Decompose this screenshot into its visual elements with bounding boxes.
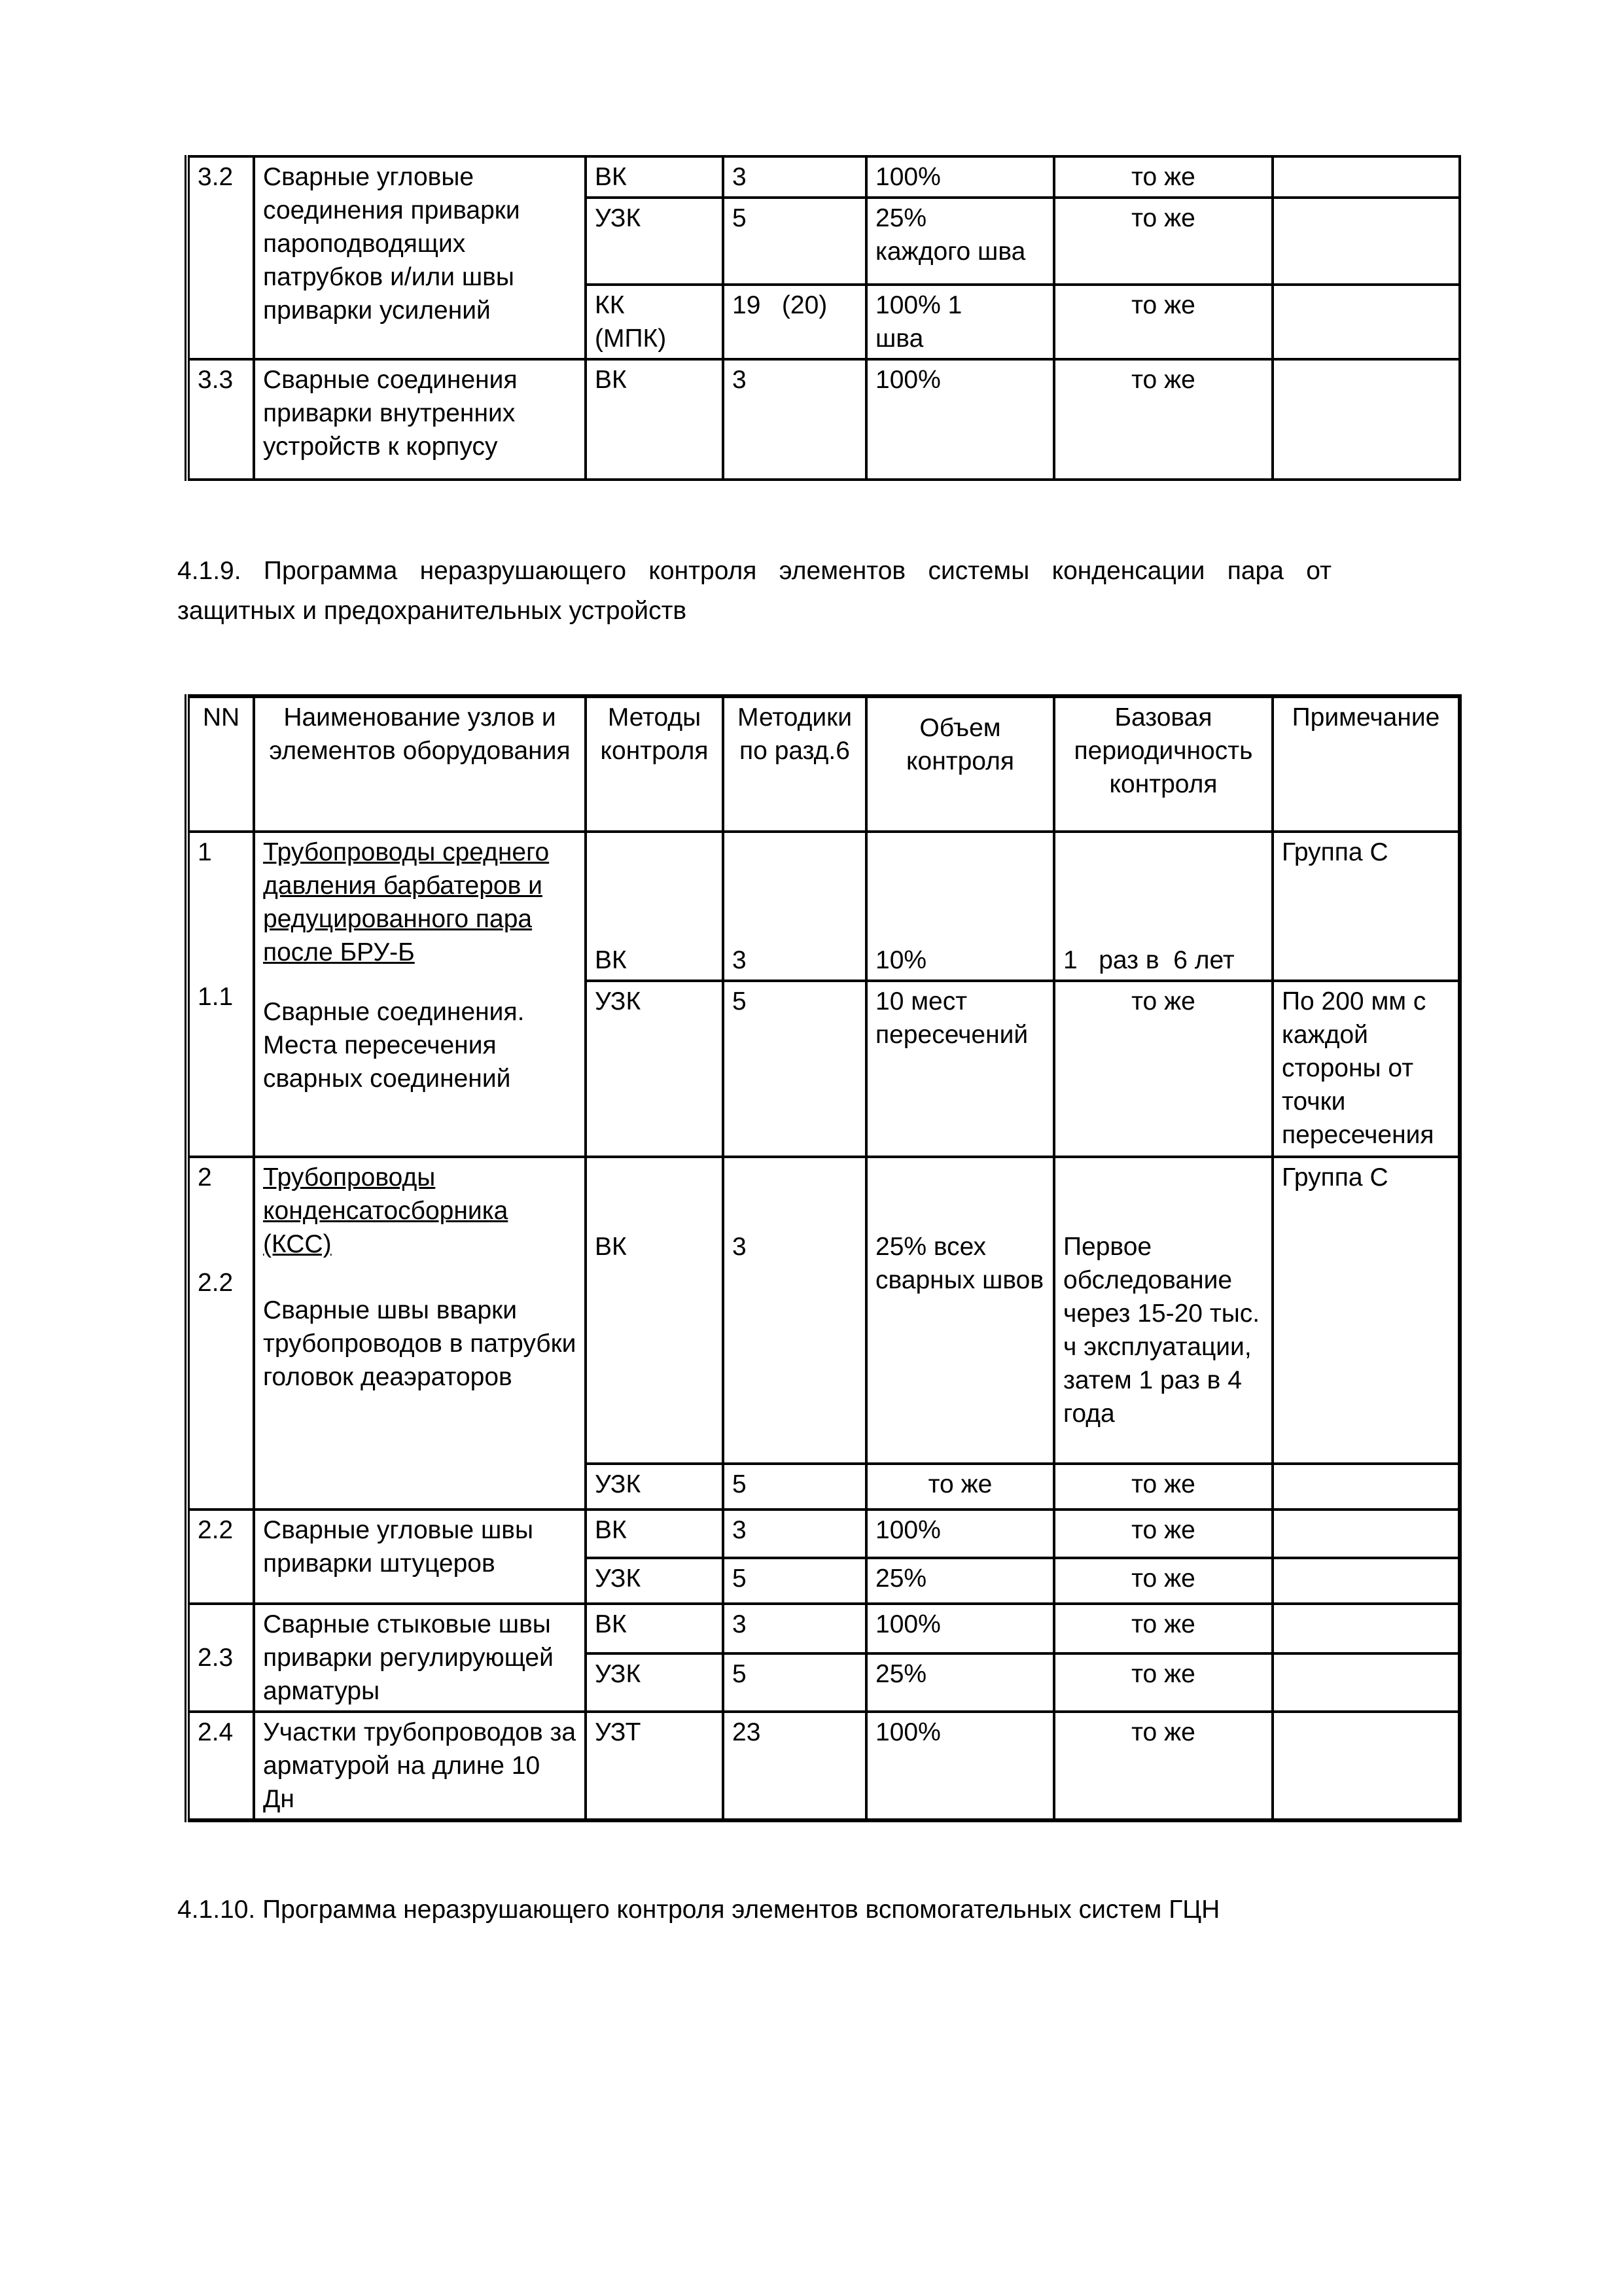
method: ВК (586, 1157, 723, 1464)
row-number-main: 1 (198, 838, 212, 866)
element-description: Сварные швы вварки трубопроводов в патрубки головок деаэраторов (263, 1296, 576, 1391)
methodology: 3 (723, 156, 866, 198)
group-title: Трубопроводы конденсатосборника (КСС) (263, 1163, 508, 1258)
group-title: Трубопроводы среднего давления барбатеров и редуцированного пара после БРУ-Б (263, 838, 550, 966)
row-number: 3.3 (187, 359, 254, 480)
header-method: Методы контроля (586, 696, 723, 832)
note (1273, 285, 1460, 359)
table-row (187, 1510, 1460, 1558)
row-number: 3.2 (187, 156, 254, 359)
period: 1 раз в 6 лет (1054, 832, 1273, 981)
table-row (187, 1604, 1460, 1653)
methodology: 5 (723, 1558, 866, 1604)
row-number: 2.4 (187, 1712, 254, 1820)
volume: 100% (866, 1510, 1054, 1558)
row-number (187, 1157, 254, 1510)
methodology: 3 (723, 1510, 866, 1558)
element-name: Сварные стыковые швы приварки регулирующей арматуры (254, 1604, 586, 1712)
volume: 10 мест пересечений (866, 981, 1054, 1157)
section-heading-4-1-9: 4.1.9. Программа неразрушающего контроля элементов системы конденсации пара от защитных и предохранительных устройств (177, 557, 1332, 625)
table-row (187, 359, 1460, 480)
row-number: 2.2 (187, 1510, 254, 1604)
note (1273, 1558, 1460, 1604)
volume: 25% всех сварных швов (866, 1157, 1054, 1464)
period: то же (1054, 156, 1273, 198)
element-name (254, 832, 586, 1157)
volume: то же (866, 1464, 1054, 1510)
note (1273, 1604, 1460, 1653)
method: КК (МПК) (586, 285, 723, 359)
note (1273, 1510, 1460, 1558)
note (1273, 1712, 1460, 1820)
methodology: 23 (723, 1712, 866, 1820)
row-number-main: 2 (198, 1163, 212, 1192)
row-number (187, 832, 254, 1157)
header-volume: Объем контроля (866, 696, 1054, 832)
methodology: 5 (723, 1653, 866, 1712)
table-header-row (187, 696, 1460, 832)
note (1273, 1653, 1460, 1712)
method: УЗК (586, 1558, 723, 1604)
header-note: Примечание (1273, 696, 1460, 832)
row-number-sub: 2.2 (198, 1269, 234, 1297)
method: ВК (586, 1510, 723, 1558)
volume: 100% (866, 156, 1054, 198)
header-methodology: Методики по разд.6 (723, 696, 866, 832)
period: то же (1054, 1712, 1273, 1820)
table-row (187, 1157, 1460, 1464)
methodology: 19 (20) (723, 285, 866, 359)
element-description: Сварные соединения. Места пересечения сварных соединений (263, 998, 525, 1093)
period: то же (1054, 1558, 1273, 1604)
volume: 10% (866, 832, 1054, 981)
volume: 100% 1 шва (866, 285, 1054, 359)
methodology: 3 (723, 1157, 866, 1464)
section-heading-4-1-10: 4.1.10. Программа неразрушающего контроля элементов вспомогательных систем ГЦН (177, 1896, 1220, 1924)
methodology: 5 (723, 981, 866, 1157)
header-period: Базовая периодичность контроля (1054, 696, 1273, 832)
period: то же (1054, 1653, 1273, 1712)
period: то же (1054, 359, 1273, 480)
header-nn: NN (187, 696, 254, 832)
note (1273, 156, 1460, 198)
ndt-program-table (185, 694, 1462, 1822)
header-name: Наименование узлов и элементов оборудования (254, 696, 586, 832)
method: УЗТ (586, 1712, 723, 1820)
element-name: Сварные угловые швы приварки штуцеров (254, 1510, 586, 1604)
period: то же (1054, 1510, 1273, 1558)
period: то же (1054, 981, 1273, 1157)
period: Первое обследование через 15-20 тыс. ч эксплуатации, затем 1 раз в 4 года (1054, 1157, 1273, 1464)
element-name: Участки трубопроводов за арматурой на длине 10 Дн (254, 1712, 586, 1820)
element-name: Сварные соединения приварки внутренних устройств к корпусу (254, 359, 586, 480)
period: то же (1054, 1464, 1273, 1510)
element-name (254, 1157, 586, 1510)
volume: 25% каждого шва (866, 198, 1054, 285)
table-row (187, 156, 1460, 198)
method: ВК (586, 1604, 723, 1653)
methodology: 3 (723, 1604, 866, 1653)
period: то же (1054, 1604, 1273, 1653)
volume: 100% (866, 1712, 1054, 1820)
element-name: Сварные угловые соединения приварки пароподводящих патрубков и/или швы приварки усилений (254, 156, 586, 359)
top-table-continuation (185, 155, 1461, 481)
table-row (187, 1712, 1460, 1820)
row-number-sub: 1.1 (198, 983, 234, 1011)
note: Группа С (1273, 1157, 1460, 1464)
method: УЗК (586, 1653, 723, 1712)
methodology: 5 (723, 198, 866, 285)
method: УЗК (586, 198, 723, 285)
methodology: 3 (723, 359, 866, 480)
volume: 100% (866, 359, 1054, 480)
note (1273, 359, 1460, 480)
method: ВК (586, 156, 723, 198)
volume: 100% (866, 1604, 1054, 1653)
methodology: 3 (723, 832, 866, 981)
period: то же (1054, 198, 1273, 285)
note: Группа С (1273, 832, 1460, 981)
method: УЗК (586, 981, 723, 1157)
note (1273, 198, 1460, 285)
method: ВК (586, 359, 723, 480)
row-number: 2.3 (187, 1604, 254, 1712)
period: то же (1054, 285, 1273, 359)
methodology: 5 (723, 1464, 866, 1510)
table-row (187, 832, 1460, 981)
note: По 200 мм с каждой стороны от точки пересечения (1273, 981, 1460, 1157)
method: ВК (586, 832, 723, 981)
note (1273, 1464, 1460, 1510)
volume: 25% (866, 1558, 1054, 1604)
volume: 25% (866, 1653, 1054, 1712)
method: УЗК (586, 1464, 723, 1510)
